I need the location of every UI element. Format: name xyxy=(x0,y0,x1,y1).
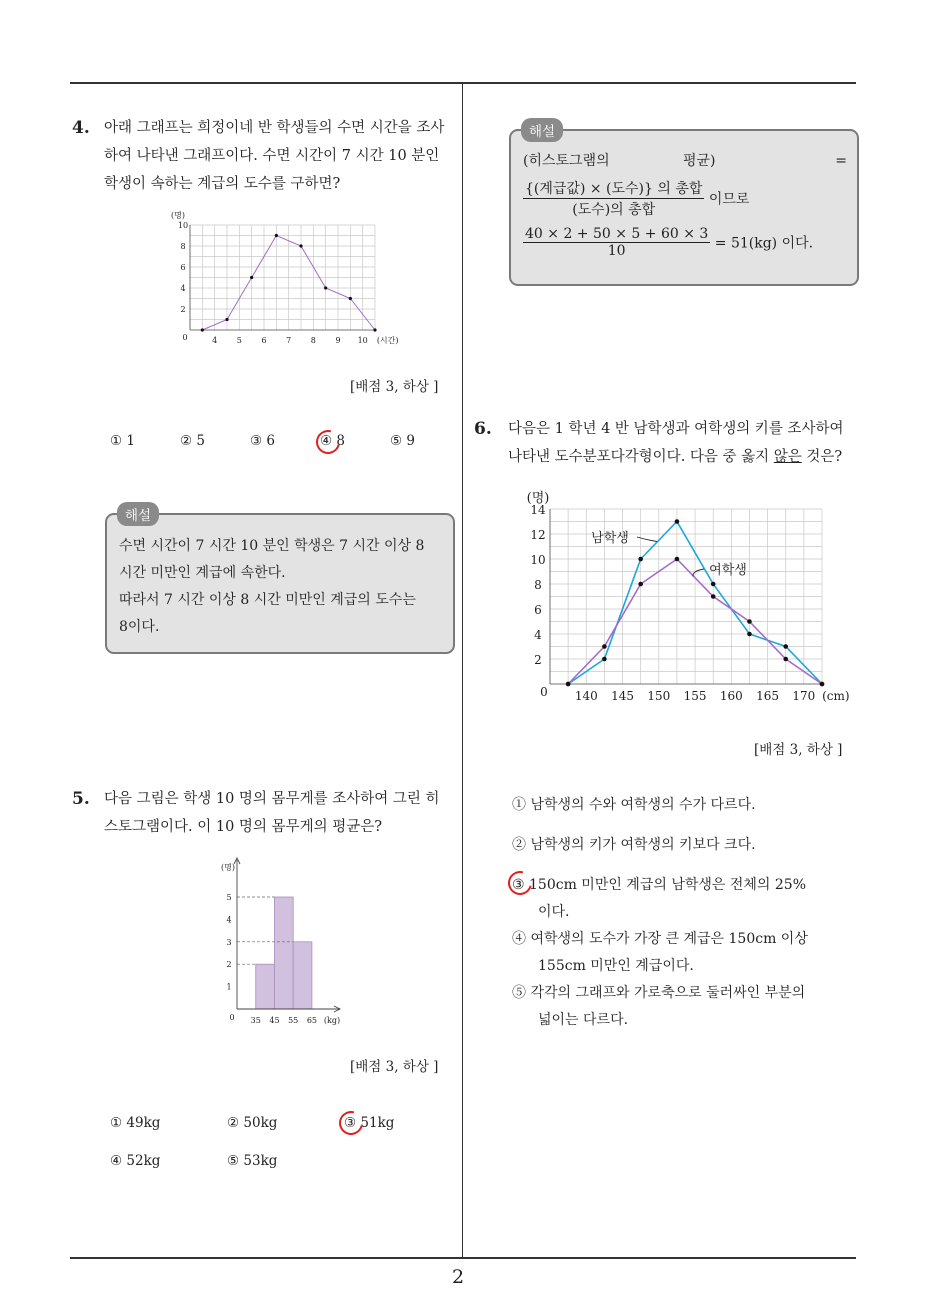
q6-chart-series-labels xyxy=(591,530,747,578)
q4-text-line2: 하여 나타낸 그래프이다. 수면 시간이 7 시간 10 분인 xyxy=(104,148,440,164)
q4-data-point xyxy=(201,328,204,331)
q6-data-point xyxy=(711,594,716,599)
q4-x-tick-label: 4 xyxy=(212,336,218,345)
q5-y-tick-label: 2 xyxy=(226,960,232,970)
q6-number: 6. xyxy=(474,419,492,439)
q4-text-line1: 아래 그래프는 희정이네 반 학생들의 수면 시간을 조사 xyxy=(104,120,445,136)
q6-data-point xyxy=(602,644,607,649)
q6-series-label-pointer xyxy=(693,569,704,577)
top-rule xyxy=(70,82,856,84)
q4-solution-line1: 수면 시간이 7 시간 10 분인 학생은 7 시간 이상 8 xyxy=(119,538,425,554)
q6-y-tick-label: 6 xyxy=(534,603,542,617)
q5-x-tick-label: 35 xyxy=(250,1016,261,1025)
q6-choices xyxy=(512,792,857,1034)
q4-x-axis-label: (시간) xyxy=(376,336,399,345)
q5-score: [배점 3, 하상 ] xyxy=(350,1059,439,1075)
q5-x-tick-label: 45 xyxy=(269,1016,280,1025)
q6-x-tick-label: 170 xyxy=(792,689,816,703)
q5-solution-label-mid: 평균) xyxy=(683,153,716,169)
q6-series-label-pointer xyxy=(637,537,657,542)
q6-choice-5-cont: 넓이는 다르다. xyxy=(538,1012,629,1028)
q5-solution-frac2-after: = 51(kg) 이다. xyxy=(714,235,814,252)
q5-y-tick-label: 4 xyxy=(226,915,232,925)
q5-origin-label: 0 xyxy=(229,1013,235,1022)
q5-solution-frac1-numerator: {(계급값) × (도수)} 의 총합 xyxy=(523,178,704,199)
q6-x-tick-label: 150 xyxy=(647,689,671,703)
q4-chart-grid xyxy=(190,225,375,330)
q6-data-point xyxy=(675,557,680,562)
q6-y-tick-label: 8 xyxy=(534,578,542,592)
q4-solution-box xyxy=(105,513,455,654)
q6-x-tick-label: 165 xyxy=(756,689,780,703)
q4-x-tick-label: 7 xyxy=(286,336,292,345)
q5-solution-frac1-after: 이므로 xyxy=(708,191,750,208)
q5-y-tick-label: 3 xyxy=(226,937,232,947)
q6-choice-3-cont: 이다. xyxy=(538,904,570,920)
q6-choice-5[interactable]: ⑤ 각각의 그래프와 가로축으로 둘러싸인 부분의 xyxy=(512,985,806,1001)
q4-solution-tab: 해설 xyxy=(117,502,159,526)
q4-choice-3[interactable]: ③ 6 xyxy=(250,433,275,449)
q4-choice-1[interactable]: ① 1 xyxy=(110,433,135,449)
q6-text-line2-b: 것은? xyxy=(801,449,843,465)
q6-score: [배점 3, 하상 ] xyxy=(754,742,843,758)
q5-text-line1: 다음 그림은 학생 10 명의 몸무게를 조사하여 그린 히 xyxy=(104,791,440,807)
q5-solution-box xyxy=(509,129,859,286)
q5-choice-4[interactable]: ④ 52kg xyxy=(110,1153,161,1169)
q6-series-label: 남학생 xyxy=(591,531,629,546)
q4-text xyxy=(104,114,459,198)
q5-choice-5[interactable]: ⑤ 53kg xyxy=(227,1153,278,1169)
q5-histogram-bar xyxy=(274,897,293,1009)
q6-data-point xyxy=(820,682,825,687)
q4-data-point xyxy=(349,297,352,300)
q4-solution-line3: 따라서 7 시간 이상 8 시간 미만인 계급의 도수는 xyxy=(119,592,416,608)
q6-data-point xyxy=(638,557,643,562)
q6-data-point xyxy=(747,619,752,624)
q6-text-line2-underlined: 않은 xyxy=(773,449,802,465)
q4-data-point xyxy=(324,286,327,289)
q5-solution-line1 xyxy=(523,148,847,175)
page-number: 2 xyxy=(452,1266,465,1288)
q4-data-point xyxy=(299,244,302,247)
q4-y-tick-label: 6 xyxy=(180,263,186,272)
q4-choice-4[interactable]: ④ 8 xyxy=(320,433,345,449)
q4-y-tick-label: 10 xyxy=(177,221,189,230)
q4-score: [배점 3, 하상 ] xyxy=(350,379,439,395)
q6-y-tick-label: 4 xyxy=(534,628,542,642)
q6-x-tick-label: 145 xyxy=(611,689,634,703)
q6-data-point xyxy=(638,582,643,587)
q4-data-point xyxy=(373,328,376,331)
q6-data-point xyxy=(566,682,571,687)
q6-data-point xyxy=(783,644,788,649)
q6-text-line2-a: 나타낸 도수분포다각형이다. 다음 중 옳지 xyxy=(508,449,774,465)
q5-text xyxy=(104,785,459,841)
q6-y-tick-label: 10 xyxy=(530,553,546,567)
q5-y-axis-label: (명) xyxy=(221,863,235,872)
q5-y-tick-label: 5 xyxy=(226,893,232,902)
q4-choice-5[interactable]: ⑤ 9 xyxy=(390,433,415,449)
q6-choice-3[interactable]: ③ 150cm 미만인 계급의 남학생은 전체의 25% xyxy=(512,877,807,893)
q4-origin-label: 0 xyxy=(182,333,188,342)
q4-y-tick-label: 8 xyxy=(180,242,186,251)
q6-x-axis-label: (cm) xyxy=(822,689,850,703)
q5-solution-frac2-numerator: 40 × 2 + 50 × 5 + 60 × 3 xyxy=(525,226,709,242)
q6-x-tick-label: 140 xyxy=(574,689,598,703)
q5-choice-1[interactable]: ① 49kg xyxy=(110,1115,161,1131)
q5-solution-frac2-denominator: 10 xyxy=(607,243,626,259)
q6-data-point xyxy=(783,657,788,662)
q4-data-point xyxy=(275,234,278,237)
q4-y-tick-label: 2 xyxy=(180,305,186,314)
q5-x-tick-label: 65 xyxy=(306,1016,318,1025)
q4-x-tick-label: 9 xyxy=(335,336,341,345)
q5-choices xyxy=(110,1115,460,1175)
q4-data-point xyxy=(250,276,253,279)
q4-solution-line4: 8이다. xyxy=(119,619,160,635)
q5-histogram xyxy=(212,852,352,1032)
q6-choice-4[interactable]: ④ 여학생의 도수가 가장 큰 계급은 150cm 이상 xyxy=(512,931,808,947)
q6-y-tick-label: 2 xyxy=(534,653,542,667)
q5-solution-label-left: (히스토그램의 xyxy=(523,153,610,169)
q4-x-tick-label: 10 xyxy=(357,336,368,345)
q6-y-tick-label: 12 xyxy=(530,528,546,542)
q5-x-tick-label: 55 xyxy=(288,1016,299,1025)
q6-choice-4-cont: 155cm 미만인 계급이다. xyxy=(538,958,694,974)
q6-choice-1[interactable]: ① 남학생의 수와 여학생의 수가 다르다. xyxy=(512,797,756,813)
q6-text-line2 xyxy=(508,443,860,471)
q5-histogram-bars xyxy=(237,897,312,1009)
q6-series-label: 여학생 xyxy=(709,563,747,578)
q4-y-tick-label: 4 xyxy=(180,284,186,293)
q6-x-tick-label: 160 xyxy=(719,689,743,703)
q4-line-chart xyxy=(165,208,399,348)
q5-histogram-bar xyxy=(256,964,275,1009)
q5-solution-frac1-denominator: (도수)의 총합 xyxy=(572,202,656,218)
q6-data-point xyxy=(675,519,680,524)
q5-solution-formula1 xyxy=(523,178,749,219)
q6-polygon-chart xyxy=(520,485,850,710)
q6-choice-2[interactable]: ② 남학생의 키가 여학생의 키보다 크다. xyxy=(512,837,756,853)
q4-number: 4. xyxy=(72,118,90,138)
q5-x-axis-label: (kg) xyxy=(323,1016,341,1025)
q4-text-line3: 학생이 속하는 계급의 도수를 구하면? xyxy=(104,176,341,192)
q4-data-point xyxy=(225,318,228,321)
column-divider xyxy=(462,83,463,1258)
q4-answer-circle-mark xyxy=(312,426,345,459)
q4-choice-2[interactable]: ② 5 xyxy=(180,433,205,449)
q6-data-point xyxy=(711,582,716,587)
q5-number: 5. xyxy=(72,789,90,809)
q4-x-tick-label: 8 xyxy=(310,336,316,345)
q4-x-tick-label: 5 xyxy=(236,336,242,345)
q5-solution-equals: = xyxy=(835,153,847,169)
q6-y-axis-label: (명) xyxy=(526,491,550,506)
q5-histogram-bar xyxy=(293,942,312,1009)
q4-y-axis-label: (명) xyxy=(171,211,185,220)
q5-choice-3[interactable]: ③ 51kg xyxy=(344,1115,395,1131)
q5-solution-formula2 xyxy=(523,226,813,259)
q6-origin-label: 0 xyxy=(540,685,548,699)
q5-choice-2[interactable]: ② 50kg xyxy=(227,1115,278,1131)
q4-solution-line2: 시간 미만인 계급에 속한다. xyxy=(119,565,286,581)
q6-data-point xyxy=(602,657,607,662)
q6-data-point xyxy=(747,632,752,637)
bottom-rule xyxy=(70,1257,856,1259)
q6-y-tick-label: 14 xyxy=(530,503,546,517)
q5-text-line2: 스토그램이다. 이 10 명의 몸무게의 평균은? xyxy=(104,819,382,835)
q6-text-line1: 다음은 1 학년 4 반 남학생과 여학생의 키를 조사하여 xyxy=(508,421,844,437)
q6-x-tick-label: 155 xyxy=(683,689,707,703)
q6-text xyxy=(508,415,860,471)
q5-y-tick-label: 1 xyxy=(226,982,232,992)
q4-x-tick-label: 6 xyxy=(261,336,267,345)
q5-solution-tab: 해설 xyxy=(521,118,563,142)
